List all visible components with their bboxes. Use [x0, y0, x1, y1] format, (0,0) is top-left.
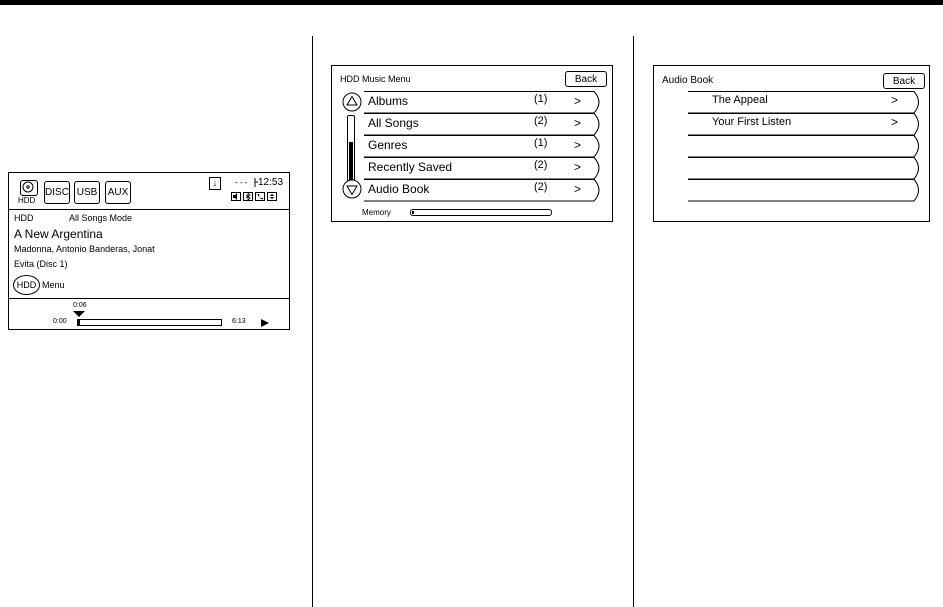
aux-source-button[interactable]: AUX: [105, 181, 131, 204]
menu-item-count: (2): [534, 115, 548, 127]
play-icon[interactable]: [261, 319, 269, 327]
menu-item-label: Genres: [368, 138, 408, 152]
audiobook-item[interactable]: [688, 113, 928, 135]
hdd-source-label: HDD: [18, 196, 36, 205]
time-end: 6:13: [232, 318, 246, 325]
menu-item-label: Recently Saved: [368, 160, 453, 174]
audiobook-empty-row: [688, 135, 928, 157]
row-outline: [688, 179, 925, 202]
row-outline: [688, 157, 925, 180]
audiobook-empty-row: [688, 179, 928, 201]
audio-book-screen: [653, 65, 930, 222]
menu-item-count: (2): [534, 159, 548, 171]
top-rule: [0, 0, 943, 5]
menu-item-label: Audio Book: [368, 182, 430, 196]
position-marker-icon: [73, 311, 85, 317]
menu-item-all-songs[interactable]: [364, 113, 604, 135]
chevron-right-icon: >: [574, 94, 582, 108]
chevron-right-icon: >: [891, 115, 899, 129]
header-separator: [9, 209, 289, 210]
mute-icon: [231, 192, 241, 201]
chevron-right-icon: >: [574, 138, 582, 152]
audiobook-empty-row: [688, 157, 928, 179]
menu-item-genres[interactable]: [364, 135, 604, 157]
voice-icon: [267, 192, 277, 201]
row-outline: [688, 135, 925, 158]
signal-indicator: - - -: [235, 178, 248, 187]
hdd-music-menu-screen: [331, 65, 613, 222]
menu-item-label: Albums: [368, 94, 409, 108]
scrollbar-thumb[interactable]: [349, 142, 353, 180]
footer-separator: [9, 298, 289, 299]
scroll-up-icon[interactable]: [342, 92, 362, 112]
audiobook-title: Audio Book: [662, 75, 714, 86]
progress-fill: [78, 320, 80, 325]
now-playing-screen: [8, 172, 290, 330]
menu-title: HDD Music Menu: [340, 74, 411, 84]
position-marker-time: 0:06: [73, 302, 87, 309]
chevron-right-icon: >: [574, 160, 582, 174]
hdd-menu-button-label: HDD: [16, 280, 37, 290]
back-button[interactable]: Back: [565, 71, 607, 87]
memory-fill: [412, 211, 414, 214]
chevron-right-icon: >: [574, 182, 582, 196]
clock: 12:53: [258, 177, 284, 188]
audiobook-item-label: The Appeal: [712, 94, 768, 106]
info-icon[interactable]: ↓: [209, 177, 221, 190]
menu-item-recently-saved[interactable]: [364, 157, 604, 179]
track-album: Evita (Disc 1): [14, 259, 68, 269]
menu-label[interactable]: Menu: [42, 280, 65, 290]
menu-item-albums[interactable]: [364, 91, 604, 113]
chevron-right-icon: >: [891, 93, 899, 107]
bluetooth-icon: [243, 192, 253, 201]
track-artists: Madonna, Antonio Banderas, Jonat: [14, 244, 155, 254]
source-name: HDD: [14, 213, 34, 223]
scroll-down-icon[interactable]: [342, 179, 362, 199]
usb-source-button[interactable]: USB: [74, 181, 100, 204]
scrollbar-track[interactable]: [347, 115, 355, 183]
menu-item-count: (1): [534, 93, 548, 105]
disc-icon: [22, 181, 34, 193]
disc-source-button[interactable]: DISC: [44, 181, 70, 204]
menu-item-label: All Songs: [368, 116, 419, 130]
memory-bar: [410, 209, 552, 216]
progress-bar[interactable]: [77, 319, 222, 326]
hdd-menu-button[interactable]: [13, 275, 40, 295]
menu-item-count: (2): [534, 181, 548, 193]
menu-item-count: (1): [534, 137, 548, 149]
audiobook-item-label: Your First Listen: [712, 116, 792, 128]
back-button[interactable]: Back: [883, 73, 925, 89]
memory-label: Memory: [362, 208, 391, 217]
column-divider-1: [312, 36, 313, 607]
time-start: 0:00: [53, 318, 67, 325]
hdd-source-button[interactable]: [20, 180, 38, 196]
menu-item-audio-book[interactable]: [364, 179, 604, 201]
audiobook-item[interactable]: [688, 91, 928, 113]
chevron-right-icon: >: [574, 116, 582, 130]
phone-icon: [255, 192, 265, 201]
play-mode: All Songs Mode: [69, 213, 133, 223]
track-title: A New Argentina: [14, 227, 103, 241]
column-divider-2: [633, 36, 634, 607]
